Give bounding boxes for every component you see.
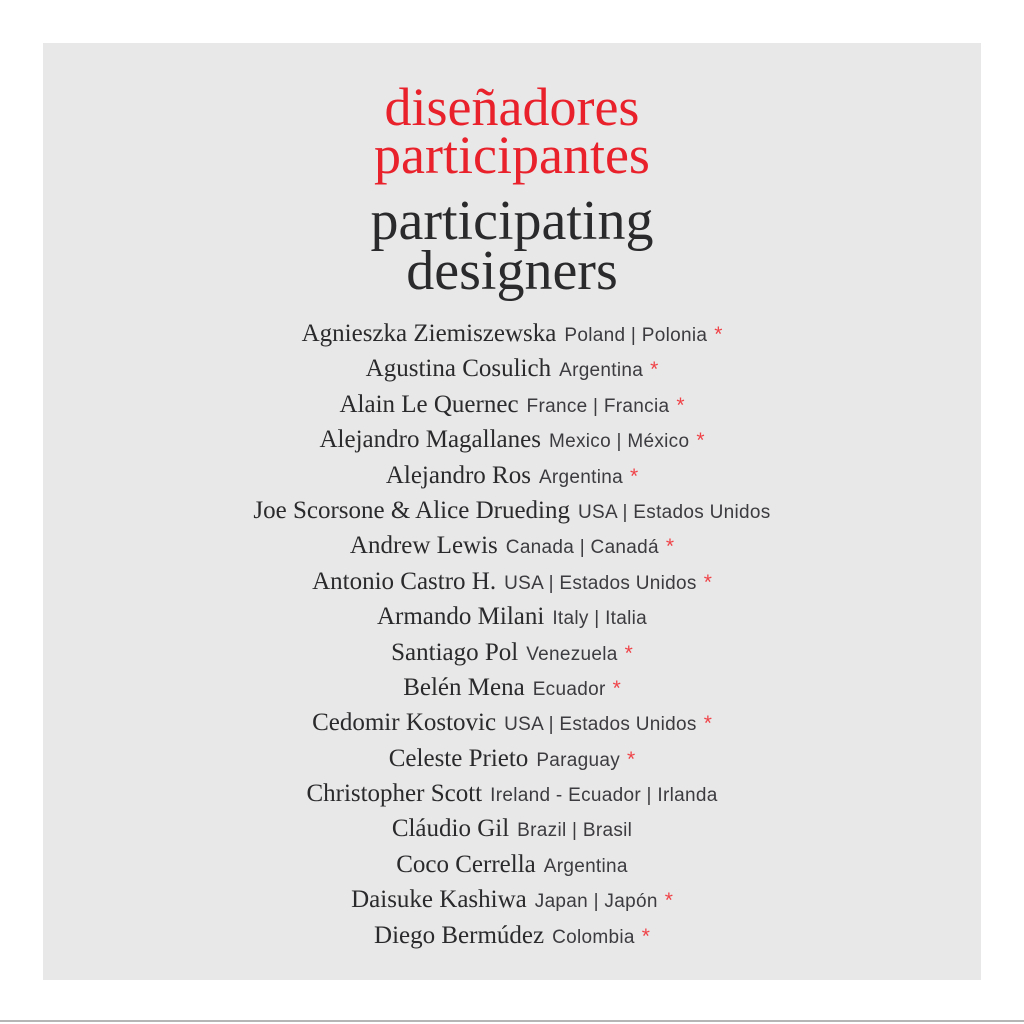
designer-country: USA | Estados Unidos	[578, 501, 771, 523]
designer-country: Paraguay	[536, 749, 621, 771]
designer-name: Antonio Castro H.	[312, 567, 497, 595]
title-spanish-line1: diseñadores	[384, 77, 640, 137]
designer-name: Andrew Lewis	[349, 532, 498, 560]
designer-name: Alejandro Ros	[385, 461, 531, 489]
designer-name: Alejandro Magallanes	[319, 426, 541, 454]
designer-country: Venezuela	[526, 643, 618, 665]
gray-panel	[43, 43, 981, 980]
asterisk-mark: *	[650, 358, 659, 382]
designer-row	[43, 532, 981, 567]
designer-name: Armando Milani	[376, 603, 545, 631]
designer-country: Argentina	[538, 466, 623, 488]
designer-name: Cedomir Kostovic	[312, 709, 497, 737]
designer-name: Alain Le Quernec	[339, 390, 519, 418]
designer-name: Celeste Prieto	[388, 744, 529, 772]
designer-country: Argentina	[543, 855, 628, 877]
designer-name: Coco Cerrella	[396, 850, 536, 878]
asterisk-mark: *	[624, 641, 633, 665]
asterisk-mark: *	[714, 323, 723, 346]
designer-row	[43, 851, 981, 886]
designer-country: Argentina	[559, 360, 644, 382]
designer-country: Ireland - Ecuador | Irlanda	[490, 785, 718, 807]
asterisk-mark: *	[703, 570, 712, 594]
designer-row	[43, 886, 981, 921]
designer-name: Diego Bermúdez	[374, 921, 545, 949]
designer-country: USA | Estados Unidos	[504, 714, 697, 736]
designer-row	[43, 780, 981, 815]
designer-name: Agustina Cosulich	[365, 355, 552, 383]
designer-country: Canada | Canadá	[505, 537, 659, 559]
designer-name: Agnieszka Ziemiszewska	[301, 320, 557, 347]
designer-row	[43, 674, 981, 709]
designer-row	[43, 709, 981, 744]
designer-country: Poland | Polonia	[564, 325, 708, 346]
asterisk-mark: *	[629, 464, 639, 488]
asterisk-mark: *	[641, 924, 650, 948]
designer-row	[43, 603, 981, 638]
designer-row	[43, 745, 981, 780]
designer-row	[43, 355, 981, 390]
designer-row	[43, 426, 981, 461]
title-english	[43, 190, 981, 302]
asterisk-mark: *	[665, 535, 675, 559]
designer-country: Mexico | México	[548, 431, 690, 453]
designer-row	[43, 922, 981, 957]
asterisk-mark: *	[696, 429, 705, 453]
asterisk-mark: *	[664, 889, 673, 913]
designer-name: Daisuke Kashiwa	[351, 886, 527, 914]
designer-row	[43, 639, 981, 674]
designer-row	[43, 320, 981, 355]
designer-country: Brazil | Brasil	[517, 820, 633, 842]
designer-name: Cláudio Gil	[391, 815, 510, 843]
designer-name: Joe Scorsone & Alice Drueding	[253, 496, 570, 524]
designer-row	[43, 462, 981, 497]
asterisk-mark: *	[703, 712, 712, 736]
title-english-line1: participating	[370, 190, 654, 252]
title-spanish	[43, 77, 981, 185]
asterisk-mark: *	[627, 747, 636, 771]
designers-list	[43, 320, 981, 957]
designer-country: USA | Estados Unidos	[504, 572, 697, 594]
designer-row	[43, 568, 981, 603]
designer-row	[43, 815, 981, 850]
designer-country: Colombia	[552, 926, 635, 948]
designer-row	[43, 497, 981, 532]
title-english-line2: designers	[406, 240, 618, 302]
designer-name: Belén Mena	[403, 673, 525, 701]
bottom-divider-line	[0, 1020, 1024, 1022]
designer-country: Japan | Japón	[534, 891, 658, 913]
designer-row	[43, 391, 981, 426]
asterisk-mark: *	[612, 676, 621, 700]
title-spanish-line2: participantes	[374, 125, 650, 185]
designer-country: Italy | Italia	[552, 608, 648, 630]
designer-name: Santiago Pol	[391, 638, 519, 666]
designer-name: Christopher Scott	[306, 780, 483, 808]
designer-country: France | Francia	[526, 395, 670, 417]
asterisk-mark: *	[676, 393, 685, 417]
designer-country: Ecuador	[532, 678, 606, 700]
